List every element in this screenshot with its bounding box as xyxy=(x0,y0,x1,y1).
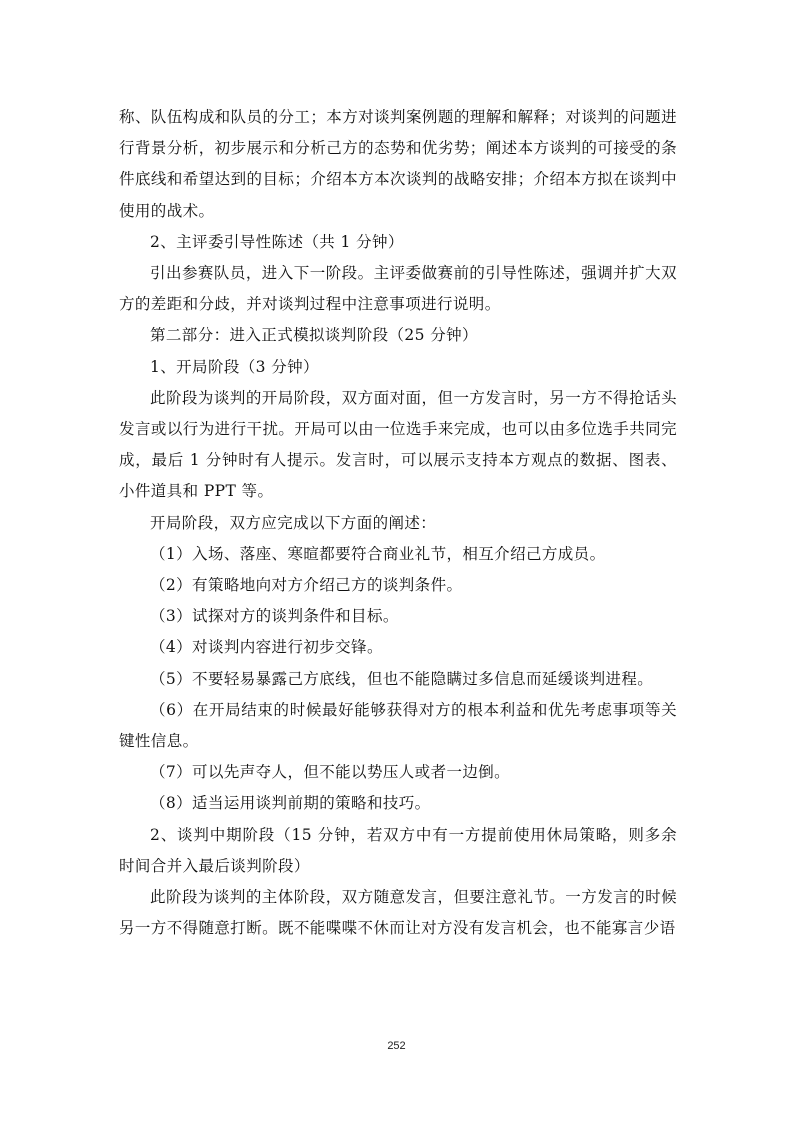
paragraph-opening-requirements: 开局阶段，双方应完成以下方面的阐述： xyxy=(150,513,437,532)
page-number: 252 xyxy=(387,1040,406,1052)
heading-part-two: 第二部分：进入正式模拟谈判阶段（25 分钟） xyxy=(150,326,478,345)
list-item: （7）可以先声夺人，但不能以势压人或者一边倒。 xyxy=(150,763,511,782)
list-item: （4）对谈判内容进行初步交锋。 xyxy=(150,638,383,657)
list-item: （6）在开局结束的时候最好能够获得对方的根本利益和优先考虑事项等关键性信息。 xyxy=(119,700,677,751)
paragraph-chief-judge-description: 引出参赛队员，进入下一阶段。主评委做赛前的引导性陈述，强调并扩大双方的差距和分歧，并对谈判过程中注意事项进行说明。 xyxy=(119,264,677,314)
list-item: （1）入场、落座、寒暄都要符合商业礼节，相互介绍己方成员。 xyxy=(150,544,606,563)
heading-chief-judge-statement: 2、主评委引导性陈述（共 1 分钟） xyxy=(150,232,404,251)
list-item: （5）不要轻易暴露己方底线，但也不能隐瞒过多信息而延缓谈判进程。 xyxy=(150,669,654,688)
paragraph-continued: 称、队伍构成和队员的分工；本方对谈判案例题的理解和解释；对谈判的问题进行背景分析，初步展示和分析己方的态势和优劣势；阐述本方谈判的可接受的条件底线和希望达到的目标；介绍本方本次谈判的战略安排；介绍本方拟在谈判中使用的战术。 xyxy=(119,108,677,220)
paragraph-opening-description: 此阶段为谈判的开局阶段，双方面对面，但一方发言时，另一方不得抢话头发言或以行为进行干扰。开局可以由一位选手来完成，也可以由多位选手共同完成，最后 1 分钟时有人提示。发言时，可以展示支持本方观点的数据、图表、小件道具和 PPT 等。 xyxy=(119,388,677,501)
body-text xyxy=(119,102,677,944)
list-item: （3）试探对方的谈判条件和目标。 xyxy=(150,607,399,626)
list-item: （2）有策略地向对方介绍己方的谈判条件。 xyxy=(150,576,463,595)
list-item: （8）适当运用谈判前期的策略和技巧。 xyxy=(150,794,431,813)
heading-opening-stage: 1、开局阶段（3 分钟） xyxy=(150,357,319,376)
heading-middle-stage: 2、谈判中期阶段（15 分钟，若双方中有一方提前使用休局策略，则多余时间合并入最后谈判阶段） xyxy=(119,825,677,875)
paragraph-middle-description: 此阶段为谈判的主体阶段，双方随意发言，但要注意礼节。一方发言的时候另一方不得随意打断。既不能喋喋不休而让对方没有发言机会，也不能寡言少语 xyxy=(119,888,677,938)
